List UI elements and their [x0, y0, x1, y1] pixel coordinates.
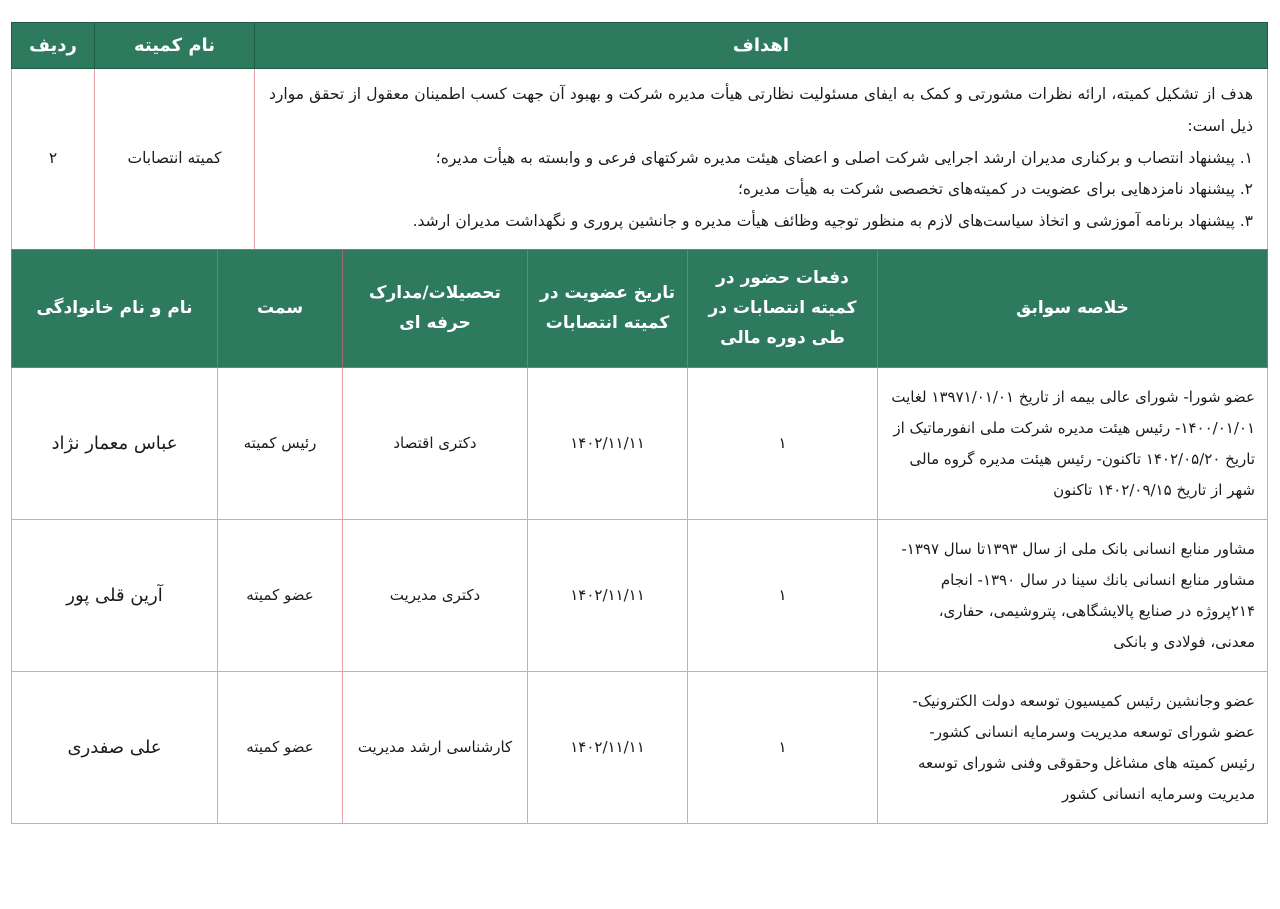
membership-date-cell: ۱۴۰۲/۱۱/۱۱	[528, 520, 688, 672]
row-number-column-header: ردیف	[12, 23, 95, 69]
role-column-header: سمت	[218, 250, 343, 368]
member-name-cell: عباس معمار نژاد	[12, 368, 218, 520]
summary-cell: عضو وجانشین رئیس کمیسیون توسعه دولت الکترونیک- عضو شورای توسعه مدیریت وسرمایه انسانی کشور- رئیس کمیته های مشاغل وحقوقی وفنی شورای توسعه مدیریت وسرمایه انسانی کشور	[878, 672, 1268, 824]
membership-date-cell: ۱۴۰۲/۱۱/۱۱	[528, 368, 688, 520]
summary-cell: مشاور منابع انسانی بانک ملی از سال ۱۳۹۳تا سال ۱۳۹۷- مشاور منابع انسانی بانك سینا در سال ۱۳۹۰- انجام ۲۱۴پروژه در صنایع پالایشگاهی، پتروشیمی، حفاری، معدنی، فولادی و بانکی	[878, 520, 1268, 672]
table-row	[12, 69, 1268, 251]
role-cell: عضو کمیته	[218, 520, 343, 672]
education-column-header: تحصیلات/مدارک حرفه ای	[343, 250, 528, 368]
committee-goals-table	[11, 22, 1268, 251]
summary-column-header: خلاصه سوابق	[878, 250, 1268, 368]
member-name-cell: علی صفدری	[12, 672, 218, 824]
attendance-cell: ۱	[688, 368, 878, 520]
committee-name-column-header: نام کمیته	[95, 23, 255, 69]
table-row	[12, 368, 1268, 520]
attendance-column-header: دفعات حضور در کمیته انتصابات در طی دوره مالی	[688, 250, 878, 368]
goals-table-head	[12, 23, 1268, 69]
education-cell: دکتری مدیریت	[343, 520, 528, 672]
goals-column-header: اهداف	[255, 23, 1268, 69]
goals-cell	[255, 69, 1268, 251]
goals-intro-text: هدف از تشکیل کمیته، ارائه نظرات مشورتی و کمک به ایفای مسئولیت نظارتی هیأت مدیره شرکت و بهبود آن جهت کسب اطمینان معقول از تحقق موارد ذیل است:	[269, 85, 1253, 135]
goals-item-3: ۳. پیشنهاد برنامه آموزشی و اتخاذ سیاست‌های لازم به منظور توجیه وظائف هیأت مدیره و جانشین پروری و نگهداشت مدیران ارشد.	[412, 212, 1253, 231]
table-row	[12, 520, 1268, 672]
members-table-head	[12, 250, 1268, 368]
goals-header-row	[12, 23, 1268, 69]
membership-date-cell: ۱۴۰۲/۱۱/۱۱	[528, 672, 688, 824]
goals-item-2: ۲. پیشنهاد نامزدهایی برای عضویت در کمیته‌های تخصصی شرکت به هیأت مدیره؛	[738, 180, 1253, 199]
table-row	[12, 672, 1268, 824]
name-column-header: نام و نام خانوادگی	[12, 250, 218, 368]
membership-date-column-header: تاریخ عضویت در کمیته انتصابات	[528, 250, 688, 368]
goals-table-body	[12, 69, 1268, 251]
row-number-cell: ۲	[12, 69, 95, 251]
education-cell: کارشناسی ارشد مدیریت	[343, 672, 528, 824]
members-header-row	[12, 250, 1268, 368]
education-cell: دکتری اقتصاد	[343, 368, 528, 520]
role-cell: عضو کمیته	[218, 672, 343, 824]
members-table-body	[12, 368, 1268, 824]
attendance-cell: ۱	[688, 520, 878, 672]
summary-cell: عضو شورا- شورای عالی بیمه از تاریخ ۱۳۹۷۱/۰۱/۰۱ لغایت ۱۴۰۰/۰۱/۰۱- رئیس هیئت مدیره شرکت ملی انفورماتیک از تاریخ ۱۴۰۲/۰۵/۲۰ تاکنون- رئیس هیئت مدیره گروه مالی شهر از تاریخ ۱۴۰۲/۰۹/۱۵ تاکنون	[878, 368, 1268, 520]
committee-name-cell: کمیته انتصابات	[95, 69, 255, 251]
committee-members-table	[11, 249, 1268, 824]
goals-item-1: ۱. پیشنهاد انتصاب و برکناری مدیران ارشد اجرایی شرکت اصلی و اعضای هیئت مدیره شرکتهای فرعی و وابسته به هیأت مدیره؛	[435, 148, 1253, 167]
member-name-cell: آرین قلی پور	[12, 520, 218, 672]
role-cell: رئیس کمیته	[218, 368, 343, 520]
attendance-cell: ۱	[688, 672, 878, 824]
